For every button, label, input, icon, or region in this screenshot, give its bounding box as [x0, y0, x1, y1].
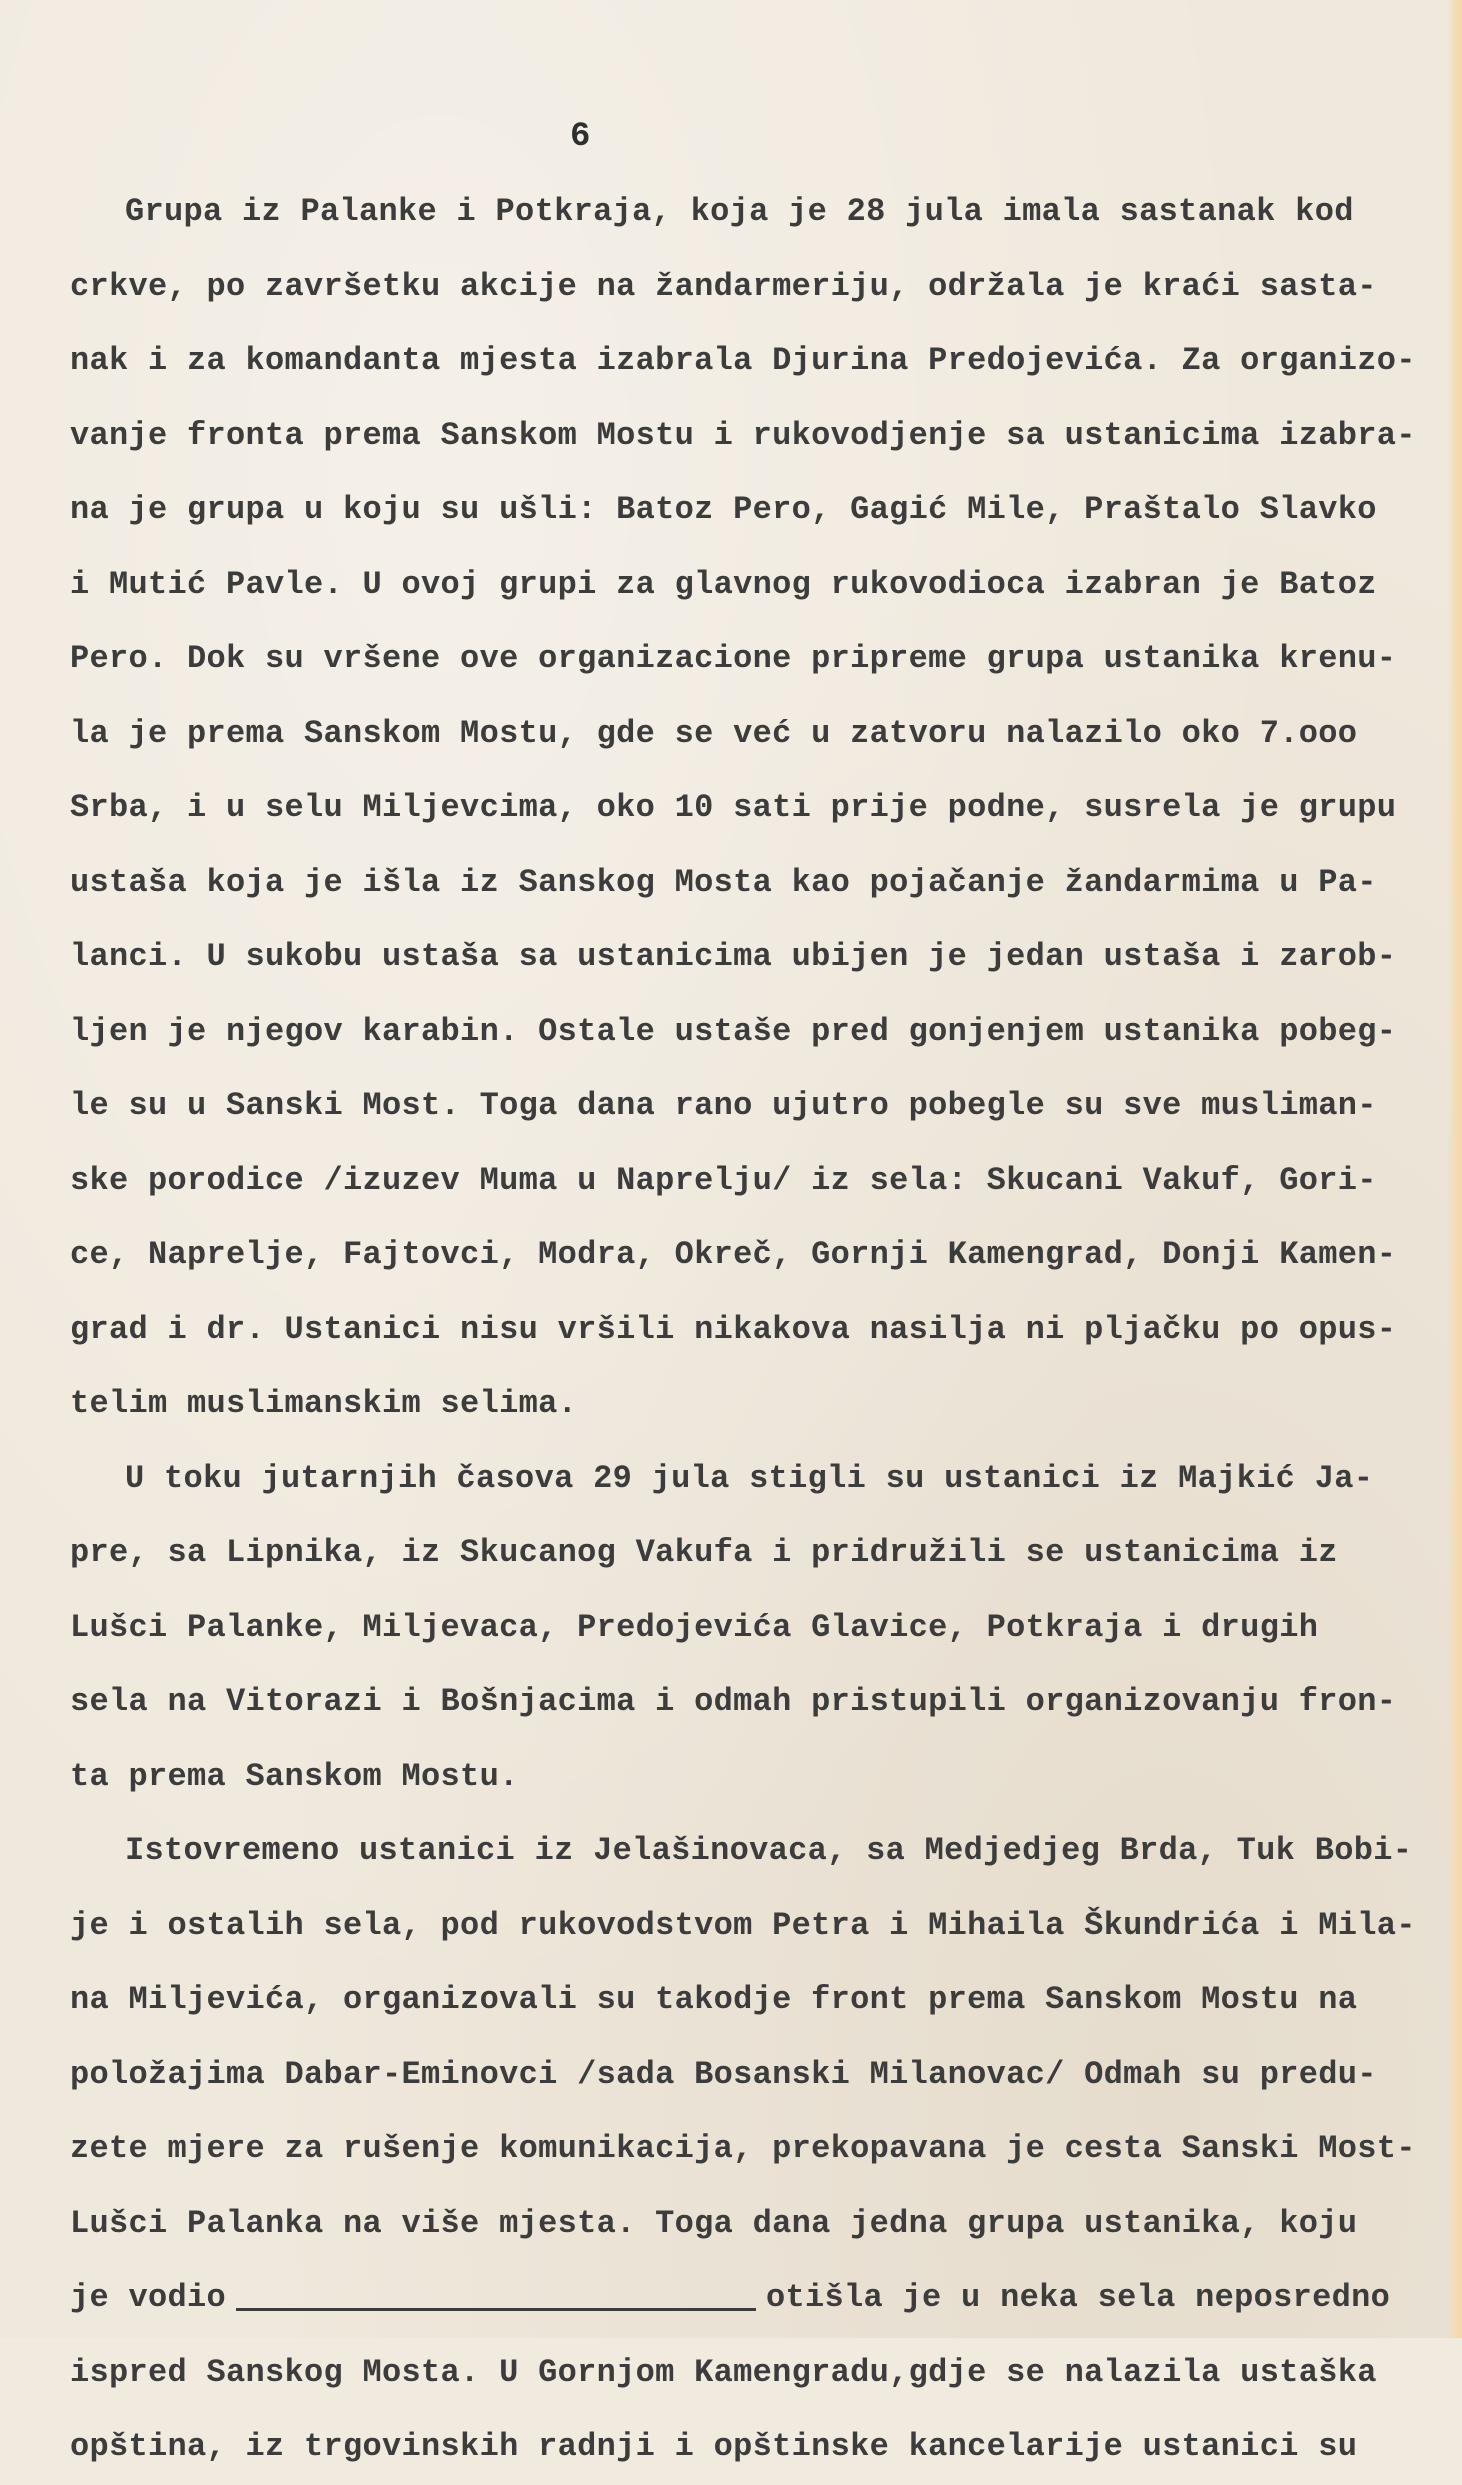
text-line-with-blank: [70, 2261, 1450, 2336]
text-line: sela na Vitorazi i Bošnjacima i odmah pristupili organizovanju fron-: [70, 1683, 1397, 1720]
text-line: nak i za komandanta mjesta izabrala Djurina Predojevića. Za organizo-: [70, 342, 1416, 379]
text-line: ljen je njegov karabin. Ostale ustaše pred gonjenjem ustanika pobeg-: [70, 1012, 1397, 1050]
text-line: pre, sa Lipnika, iz Skucanog Vakufa i pridružili se ustanicima iz: [70, 1534, 1338, 1571]
paper-edge-stain: [1448, 0, 1462, 2338]
text-line: Istovremeno ustanici iz Jelašinovaca, sa Medjedjeg Brda, Tuk Bobi-: [125, 1832, 1413, 1869]
text-line: ta prema Sanskom Mostu.: [70, 1757, 519, 1795]
text-line: ce, Naprelje, Fajtovci, Modra, Okreč, Gornji Kamengrad, Donji Kamen-: [70, 1236, 1397, 1273]
text-line: je i ostalih sela, pod rukovodstvom Petra i Mihaila Škundrića i Mila-: [70, 1906, 1416, 1944]
text-line: Grupa iz Palanke i Potkraja, koja je 28 jula imala sastanak kod: [125, 193, 1354, 230]
text-line: Srba, i u selu Miljevcima, oko 10 sati prije podne, susrela je grupu: [70, 789, 1397, 826]
text-line: crkve, po završetku akcije na žandarmeriju, održala je kraći sasta-: [70, 267, 1377, 305]
text-line: la je prema Sanskom Mostu, gde se već u zatvoru nalazilo oko 7.ooo: [70, 714, 1358, 752]
text-line: le su u Sanski Most. Toga dana rano ujutro pobegle su sve musliman-: [70, 1087, 1377, 1124]
blank-underline: [236, 2284, 756, 2311]
text-line: U toku jutarnjih časova 29 jula stigli su ustanici iz Majkić Ja-: [125, 1459, 1374, 1497]
text-line: vanje fronta prema Sanskom Mostu i rukovodjenje sa ustanicima izabra-: [70, 416, 1416, 454]
text-line: telim muslimanskim selima.: [70, 1385, 578, 1422]
text-line: Lušci Palanka na više mjesta. Toga dana jedna grupa ustanika, koju: [70, 2204, 1358, 2242]
text-line: lanci. U sukobu ustaša sa ustanicima ubijen je jedan ustaša i zarob-: [70, 938, 1397, 975]
text-line: položajima Dabar-Eminovci /sada Bosanski Milanovac/ Odmah su predu-: [70, 2055, 1377, 2093]
text-line: ispred Sanskog Mosta. U Gornjom Kamengradu,gdje se nalazila ustaška: [70, 2353, 1377, 2391]
text-line: ustaša koja je išla iz Sanskog Mosta kao pojačanje žandarmima u Pa-: [70, 863, 1377, 901]
text-line: opština, iz trgovinskih radnji i opštinske kancelarije ustanici su: [70, 2428, 1358, 2465]
text-line: grad i dr. Ustanici nisu vršili nikakova nasilja ni pljačku po opus-: [70, 1310, 1397, 1348]
text-line: Lušci Palanke, Miljevaca, Predojevića Glavice, Potkraja i drugih: [70, 1608, 1319, 1646]
text-line: ske porodice /izuzev Muma u Naprelju/ iz sela: Skucani Vakuf, Gori-: [70, 1161, 1377, 1199]
text-line: na Miljevića, organizovali su takodje front prema Sanskom Mostu na: [70, 1981, 1358, 2018]
text-line: i Mutić Pavle. U ovoj grupi za glavnog rukovodioca izabran je Batoz: [70, 565, 1377, 603]
typed-text-body: [70, 175, 1450, 2485]
blank-line-prefix: je vodio: [70, 2279, 227, 2316]
page-number: 6: [570, 118, 591, 156]
text-line: na je grupa u koju su ušli: Batoz Pero, Gagić Mile, Praštalo Slavko: [70, 491, 1377, 528]
text-line: Pero. Dok su vršene ove organizacione pripreme grupa ustanika krenu-: [70, 640, 1397, 677]
text-line: zete mjere za rušenje komunikacija, prekopavana je cesta Sanski Most-: [70, 2130, 1416, 2167]
blank-line-suffix: otišla je u neka sela neposredno: [766, 2279, 1391, 2316]
